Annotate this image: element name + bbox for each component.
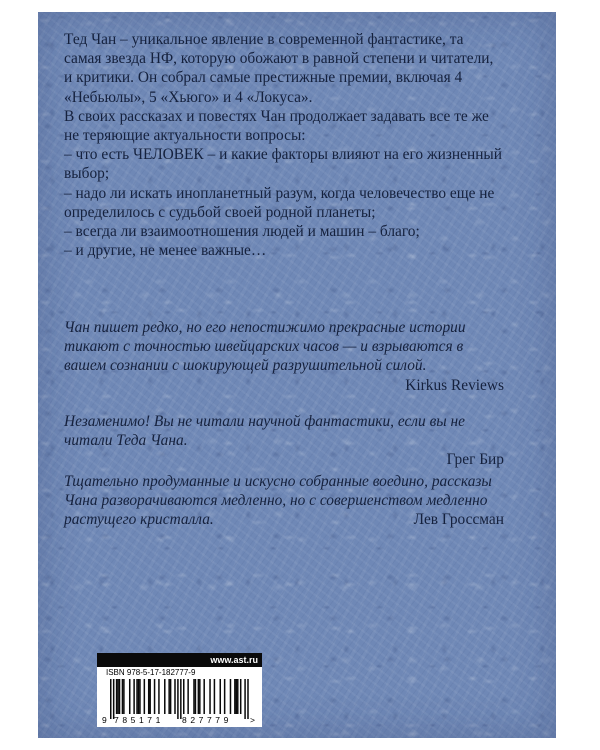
barcode-bar bbox=[113, 679, 115, 719]
barcode-bar bbox=[220, 679, 222, 714]
review-quote-author: Лев Гроссман bbox=[413, 511, 504, 529]
barcode-bar bbox=[237, 679, 239, 714]
barcode-digits-right: 827779 bbox=[182, 715, 232, 725]
annotation-paragraph-intro: Тед Чан – уникальное явление в современной фантастике, та самая звезда НФ, которую обожают в равной степени и читатели, и критики. Он собрал самые престижные премии, включая 4 «Небьюлы», 5 «Хьюго» и 4 «Локуса». bbox=[64, 31, 494, 106]
barcode-bar bbox=[240, 679, 242, 714]
barcode-bar bbox=[110, 679, 112, 719]
barcode-digits-left: 785171 bbox=[114, 715, 164, 725]
barcode-bar bbox=[129, 679, 131, 714]
barcode-bar bbox=[224, 679, 226, 714]
review-quote bbox=[64, 472, 504, 530]
barcode-bar bbox=[117, 679, 119, 714]
isbn-number: ISBN 978-5-17-182777-9 bbox=[106, 668, 196, 677]
barcode-bar bbox=[236, 679, 238, 714]
barcode-bar bbox=[174, 679, 176, 714]
review-quote bbox=[64, 318, 504, 395]
barcode-bar bbox=[138, 679, 140, 714]
ean13-barcode-icon bbox=[101, 679, 258, 725]
review-quote-text: Незаменимо! Вы не читали научной фантастики, если вы не читали Теда Чана. bbox=[64, 413, 465, 450]
barcode-bar bbox=[193, 679, 195, 714]
annotation-list-item-others: – и другие, не менее важные… bbox=[64, 242, 267, 260]
barcode-bar bbox=[183, 679, 185, 714]
barcode-bar bbox=[139, 679, 141, 714]
barcode-bar bbox=[123, 679, 125, 714]
book-annotation bbox=[64, 30, 504, 260]
barcode-bar bbox=[230, 679, 232, 714]
barcode-bar bbox=[180, 679, 182, 719]
barcode-bar bbox=[164, 679, 166, 714]
annotation-list-item-machines: – всегда ли взаимоотношения людей и машин – благо; bbox=[64, 223, 420, 241]
barcode-bar bbox=[209, 679, 211, 714]
barcode-bar bbox=[244, 679, 246, 719]
review-quote-author: Грег Бир bbox=[446, 451, 504, 469]
annotation-list-item-alien-mind: – надо ли искать инопланетный разум, когда человечество еще не определилось с судьбой своей родной планеты; bbox=[64, 184, 495, 221]
barcode-bar bbox=[203, 679, 205, 714]
barcode-bar bbox=[234, 679, 236, 714]
barcode-bar bbox=[122, 679, 124, 714]
barcode-bar bbox=[144, 679, 146, 714]
barcode-bar bbox=[148, 679, 150, 714]
barcode-bar bbox=[168, 679, 170, 714]
barcode-bar bbox=[133, 679, 135, 714]
annotation-list-item-human: – что есть ЧЕЛОВЕК – и какие факторы влияют на его жизненный выбор; bbox=[64, 146, 503, 183]
barcode-block bbox=[97, 653, 262, 727]
publisher-website: www.ast.ru bbox=[97, 653, 262, 667]
barcode-bar bbox=[149, 679, 151, 714]
barcode-bar bbox=[199, 679, 201, 714]
barcode-bar bbox=[170, 679, 172, 714]
barcode-bars bbox=[110, 679, 249, 719]
barcode-bar bbox=[119, 679, 121, 714]
barcode-bar bbox=[136, 679, 138, 714]
review-quote-text: Чан пишет редко, но его непостижимо прекрасные истории тикают с точностью швейцарских часов — и взрываются в вашем сознании с шокирующей разрушительной силой. bbox=[64, 319, 466, 375]
barcode-bar bbox=[116, 679, 118, 714]
barcode-end-mark: > bbox=[250, 715, 255, 725]
barcode-bar bbox=[195, 679, 197, 714]
barcode-bar bbox=[247, 679, 249, 719]
barcode-bar bbox=[187, 679, 189, 714]
review-quote bbox=[64, 412, 504, 470]
barcode-bar bbox=[158, 679, 160, 714]
review-quote-author: Kirkus Reviews bbox=[405, 376, 504, 394]
barcode-first-digit: 9 bbox=[102, 715, 107, 725]
barcode-bar bbox=[177, 679, 179, 719]
barcode-bar bbox=[198, 679, 200, 714]
annotation-paragraph-questions: В своих рассказах и повестях Чан продолжает задавать все те же не теряющие актуальности вопросы: bbox=[64, 107, 489, 145]
review-quote-text: Тщательно продуманные и искусно собранные воедино, рассказы Чана разворачиваются медленно, но с совершенством медленно растущего кристалла. bbox=[64, 473, 492, 529]
barcode-bar bbox=[154, 679, 156, 714]
barcode-bar bbox=[214, 679, 216, 714]
